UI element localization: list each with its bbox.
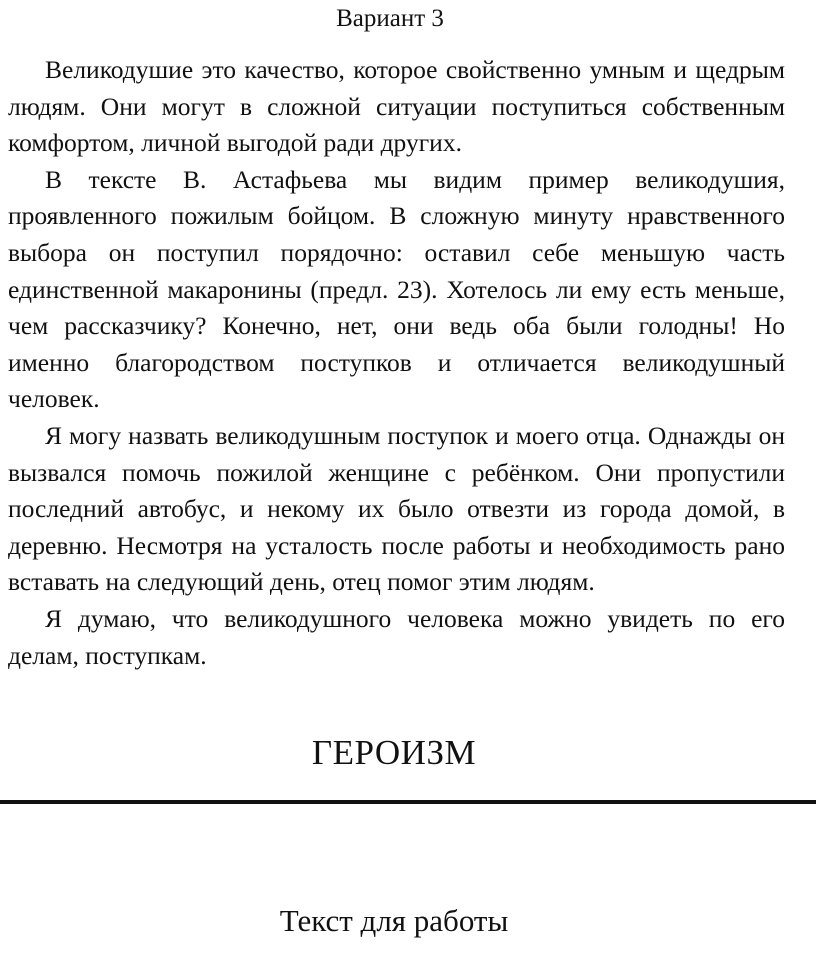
essay-paragraph-2: В тексте В. Астафьева мы видим пример великодушия, проявленного пожилым бойцом. В сложную минуту нравственного выбора он поступил порядочно: оставил себе меньшую часть единственной макаронины (предл. 23). Хотелось ли ему есть меньше, чем рассказчику? Конечно, нет, они ведь оба были голодны! Но именно благородством поступков и отличается великодушный человек. xyxy=(8,164,785,414)
section-title: ГЕРОИЗМ xyxy=(311,733,477,772)
essay-paragraph-1: Великодушие это качество, которое свойственно умным и щедрым людям. Они могут в сложной ситуации поступиться собственным комфортом, личной выгодой ради других. xyxy=(8,55,785,158)
section-divider xyxy=(0,800,816,804)
work-text-title: Текст для работы xyxy=(279,903,509,938)
essay-text xyxy=(8,52,785,674)
essay-paragraph-3: Я могу назвать великодушным поступок и моего отца. Однажды он вызвался помочь пожилой женщине с ребёнком. Они пропустили последний автобус, и некому их было отвезти из города домой, в деревню. Несмотря на усталость после работы и необходимость рано вставать на следующий день, отец помог этим людям. xyxy=(8,420,785,597)
variant-title: Вариант 3 xyxy=(336,5,444,32)
essay-paragraph-4: Я думаю, что великодушного человека можно увидеть по его делам, поступкам. xyxy=(8,603,785,670)
